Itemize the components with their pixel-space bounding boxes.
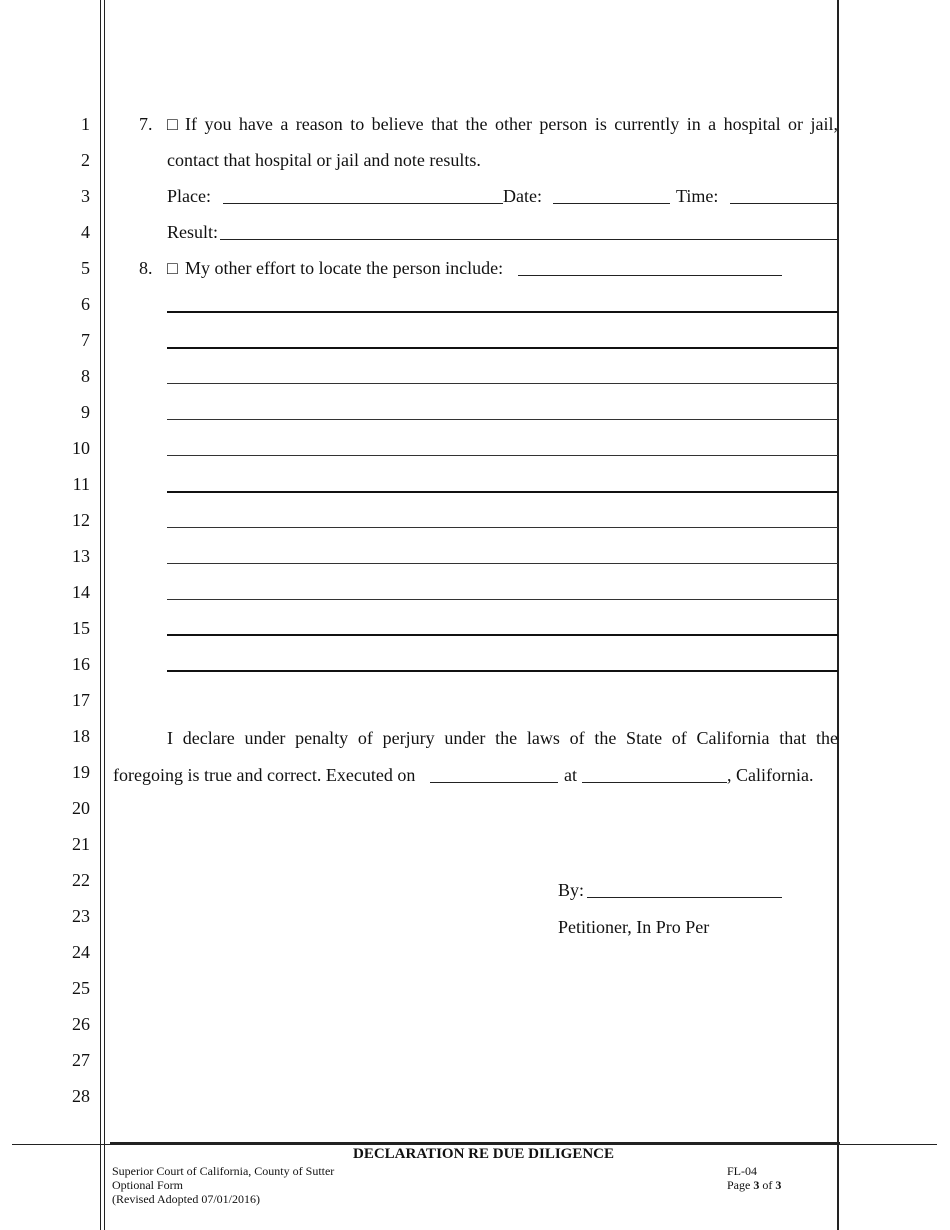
line-number: 16 (72, 654, 90, 674)
line-number: 15 (72, 618, 90, 638)
writing-line[interactable] (167, 383, 838, 384)
signer-role: Petitioner, In Pro Per (558, 917, 710, 937)
line-number: 13 (72, 546, 90, 566)
writing-line[interactable] (167, 527, 838, 528)
line-number: 18 (72, 726, 90, 746)
line-number: 11 (72, 474, 90, 494)
item7-text-line1: If you have a reason to believe that the other person is currently in a hospital or jail, (185, 114, 838, 134)
line-number: 25 (72, 978, 90, 998)
footer-page (727, 1178, 781, 1192)
line-number: 23 (72, 906, 90, 926)
page-of: of (762, 1178, 773, 1192)
footer-court: Superior Court of California, County of Sutter (112, 1164, 335, 1178)
line-number: 19 (72, 762, 90, 782)
footer-rule-thick (110, 1142, 840, 1145)
line-number: 20 (72, 798, 90, 818)
by-label: By: (558, 880, 585, 900)
line-number: 17 (72, 690, 90, 710)
writing-line[interactable] (167, 311, 838, 313)
item7-text-line2: contact that hospital or jail and note results. (167, 150, 481, 170)
line-number: 26 (72, 1014, 90, 1034)
left-border-inner (104, 0, 105, 1230)
page-current: 3 (753, 1178, 760, 1192)
result-field[interactable] (220, 239, 838, 240)
writing-line[interactable] (167, 634, 838, 636)
line-number: 1 (81, 114, 90, 134)
footer-revised: (Revised Adopted 07/01/2016) (112, 1192, 260, 1206)
left-border-outer (100, 0, 101, 1230)
result-label: Result: (167, 222, 219, 242)
line-number: 10 (72, 438, 90, 458)
line-number: 21 (72, 834, 90, 854)
line-number: 7 (81, 330, 90, 350)
footer-form-type: Optional Form (112, 1178, 183, 1192)
executed-place-field[interactable] (582, 782, 727, 783)
line-number: 12 (72, 510, 90, 530)
place-field[interactable] (223, 203, 503, 204)
line-number: 2 (81, 150, 90, 170)
item7-checkbox[interactable]: □ (167, 114, 178, 134)
declaration-executed: foregoing is true and correct. Executed on (113, 765, 416, 785)
line-number: 24 (72, 942, 90, 962)
writing-line[interactable] (167, 491, 838, 493)
writing-line[interactable] (167, 419, 838, 420)
line-number: 3 (81, 186, 90, 206)
writing-line[interactable] (167, 455, 838, 456)
executed-date-field[interactable] (430, 782, 558, 783)
date-field[interactable] (553, 203, 670, 204)
line-number: 6 (81, 294, 90, 314)
declaration-state: , California. (727, 765, 814, 785)
line-number: 28 (72, 1086, 90, 1106)
declaration-at: at (564, 765, 577, 785)
footer-form-number: FL-04 (727, 1164, 757, 1178)
item7-number: 7. (139, 114, 153, 134)
line-number: 4 (81, 222, 90, 242)
line-number: 8 (81, 366, 90, 386)
place-label: Place: (167, 186, 211, 206)
date-label: Date: (503, 186, 542, 206)
line-number: 27 (72, 1050, 90, 1070)
time-field[interactable] (730, 203, 838, 204)
item8-number: 8. (139, 258, 153, 278)
writing-line[interactable] (167, 599, 838, 600)
line-number: 5 (81, 258, 90, 278)
other-effort-field[interactable] (518, 275, 782, 276)
writing-line[interactable] (167, 670, 838, 672)
time-label: Time: (676, 186, 719, 206)
footer-title: DECLARATION RE DUE DILIGENCE (353, 1146, 615, 1162)
declaration-line1: I declare under penalty of perjury under the laws of the State of California that the (167, 728, 838, 748)
line-number: 14 (72, 582, 90, 602)
signature-field[interactable] (587, 897, 782, 898)
writing-line[interactable] (167, 347, 838, 349)
right-margin-line (837, 0, 839, 1230)
page-label: Page (727, 1178, 751, 1192)
writing-line[interactable] (167, 563, 838, 564)
item8-checkbox[interactable]: □ (167, 258, 178, 278)
line-number: 9 (81, 402, 90, 422)
line-number: 22 (72, 870, 90, 890)
item8-text: My other effort to locate the person include: (185, 258, 504, 278)
page-total: 3 (775, 1178, 782, 1192)
